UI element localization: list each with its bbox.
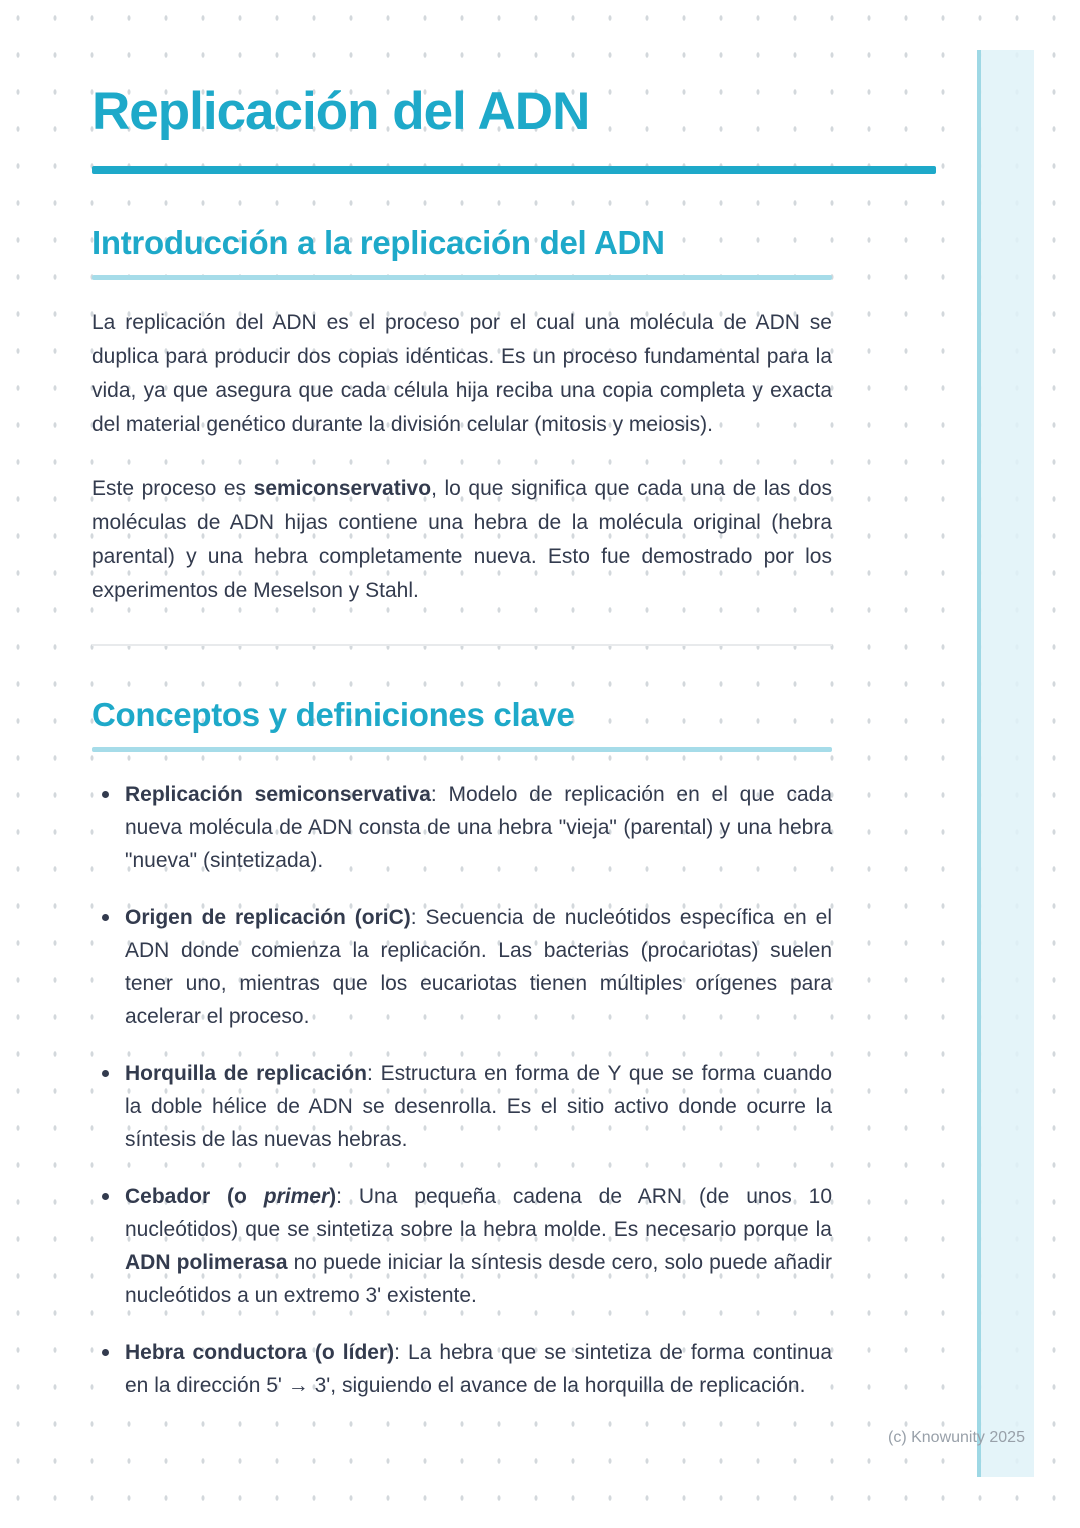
heading-underline xyxy=(92,275,832,280)
text-segment: : Secuencia de nucleótidos específica en el ADN donde comienza la replicación. Las bacterias (procariotas) suelen tener uno, mientras que los eucariotas tienen múltiples orígenes para acelerar el proceso. xyxy=(125,906,832,1029)
bullet-item xyxy=(92,1180,832,1312)
text-segment: semiconservativo xyxy=(253,477,432,501)
text-segment: : La hebra que se sintetiza de forma continua en la dirección 5' → 3', siguiendo el avance de la horquilla de replicación. xyxy=(125,1341,832,1398)
text-segment: Origen de replicación (oriC) xyxy=(125,906,411,930)
text-segment: Horquilla de replicación xyxy=(125,1062,367,1086)
text-segment: Cebador (o xyxy=(125,1185,264,1209)
bullet-marker-icon xyxy=(102,791,109,798)
copyright-watermark: (c) Knowunity 2025 xyxy=(888,1429,1025,1446)
bullet-item xyxy=(92,901,832,1033)
text-segment: ADN polimerasa xyxy=(125,1251,288,1275)
text-segment: La replicación del ADN es el proceso por el cual una molécula de ADN se duplica para producir dos copias idénticas. Es un proceso fundamental para la vida, ya que asegura que cada célula hija reciba una copia completa y exacta del material genético durante la división celular (mitosis y meiosis). xyxy=(92,311,832,437)
bullet-item xyxy=(92,778,832,877)
bullet-text xyxy=(125,901,832,1033)
text-segment: : Estructura en forma de Y que se forma cuando la doble hélice de ADN se desenrolla. Es el sitio activo donde ocurre la síntesis de las nuevas hebras. xyxy=(125,1062,833,1152)
section-heading-introduccion: Introducción a la replicación del ADN xyxy=(92,224,665,262)
text-segment: no puede iniciar la síntesis desde cero, solo puede añadir nucleótidos a un extremo 3' existente. xyxy=(125,1251,832,1308)
bullet-marker-icon xyxy=(102,1349,109,1356)
bullet-item xyxy=(92,1057,832,1156)
bullet-marker-icon xyxy=(102,914,109,921)
text-segment: primer xyxy=(263,1185,330,1209)
title-rule xyxy=(92,166,936,174)
bullet-marker-icon xyxy=(102,1070,109,1077)
bullet-text xyxy=(125,778,832,877)
text-segment: : Modelo de replicación en el que cada nueva molécula de ADN consta de una hebra "vieja" (parental) y una hebra "nueva" (sintetizada). xyxy=(125,783,833,873)
paragraph xyxy=(92,472,832,608)
text-segment: Hebra conductora (o líder) xyxy=(125,1341,395,1365)
document-content xyxy=(92,0,832,1402)
text-segment: Replicación semiconservativa xyxy=(125,783,431,807)
bullet-marker-icon xyxy=(102,1193,109,1200)
bullet-list xyxy=(92,778,832,1402)
section-divider xyxy=(92,644,832,646)
section-introduccion xyxy=(92,224,832,646)
section-conceptos xyxy=(92,696,832,1402)
text-segment: ) xyxy=(329,1185,337,1209)
bullet-item xyxy=(92,1336,832,1402)
text-segment: , lo que significa que cada una de las dos moléculas de ADN hijas contiene una hebra de la molécula original (hebra parental) y una hebra completamente nueva. Esto fue demostrado por los experimentos de Meselson y Stahl. xyxy=(92,477,832,603)
paragraph xyxy=(92,306,832,442)
text-segment: : Una pequeña cadena de ARN (de unos 10 nucleótidos) que se sintetiza sobre la hebra molde. Es necesario porque la xyxy=(125,1185,832,1242)
bullet-text xyxy=(125,1180,832,1312)
intro-paragraphs xyxy=(92,306,832,608)
section-heading-conceptos: Conceptos y definiciones clave xyxy=(92,696,575,734)
page-title: Replicación del ADN xyxy=(92,82,590,141)
bullet-text xyxy=(125,1057,832,1156)
text-segment: Este proceso es xyxy=(92,477,254,501)
side-strip xyxy=(977,50,1034,1477)
heading-underline xyxy=(92,747,832,752)
bullet-text xyxy=(125,1336,832,1402)
